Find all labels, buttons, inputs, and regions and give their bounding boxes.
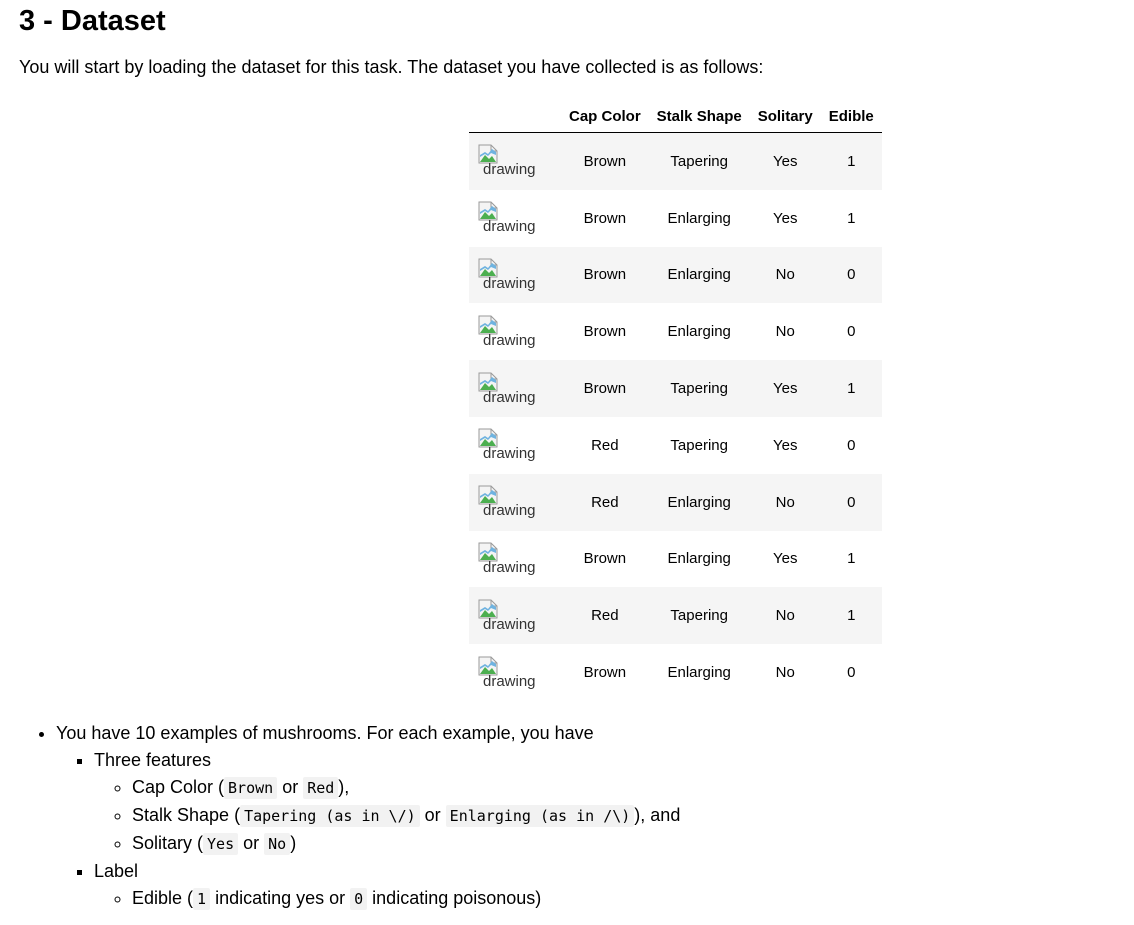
cell-solitary: Yes	[772, 209, 798, 227]
code-value: Yes	[203, 833, 238, 855]
table-row	[469, 360, 882, 417]
text: )	[290, 833, 297, 853]
mushroom-image	[477, 425, 541, 465]
image-alt-text: drawing	[483, 331, 536, 349]
cell-edible: 0	[847, 493, 856, 511]
cell-edible: 0	[847, 266, 856, 284]
cell-cap-color: Brown	[583, 152, 627, 170]
mushroom-image-cell	[469, 417, 561, 474]
cell-stalk-shape: Enlarging	[667, 266, 731, 284]
text: or	[419, 805, 446, 825]
cell-solitary: No	[775, 607, 795, 625]
text: ),	[338, 777, 350, 797]
image-alt-text: drawing	[483, 502, 536, 520]
cell-edible: 1	[847, 380, 856, 398]
cell-solitary: No	[775, 266, 795, 284]
cell-cap-color: Brown	[583, 266, 627, 284]
list-item	[94, 747, 680, 858]
cell-solitary: No	[775, 664, 795, 682]
notes-list	[19, 720, 680, 913]
code-value: 1	[193, 888, 210, 910]
intro-paragraph: You will start by loading the dataset for this task. The dataset you have collected is as follows:	[19, 57, 764, 77]
cell-stalk-shape: Tapering	[670, 380, 728, 398]
cell-stalk-shape: Enlarging	[667, 664, 731, 682]
list-item-cap-color	[132, 774, 680, 802]
cell-stalk-shape: Enlarging	[667, 493, 731, 511]
label-list	[94, 885, 680, 913]
text: indicating yes or	[210, 888, 351, 908]
mushroom-image	[477, 369, 541, 409]
image-alt-text: drawing	[483, 388, 536, 406]
column-header-cap-color: Cap Color	[561, 100, 649, 133]
text: Stalk Shape (	[132, 805, 241, 825]
cell-cap-color: Brown	[583, 664, 627, 682]
text: Cap Color (	[132, 777, 225, 797]
mushroom-image-cell	[469, 133, 561, 190]
mushroom-image	[477, 312, 541, 352]
cell-stalk-shape: Tapering	[670, 607, 728, 625]
image-alt-text: drawing	[483, 218, 536, 236]
mushroom-image-cell	[469, 531, 561, 588]
mushroom-image-cell	[469, 360, 561, 417]
list-item-edible	[132, 885, 680, 913]
table-row	[469, 417, 882, 474]
cell-cap-color: Brown	[583, 209, 627, 227]
cell-edible: 0	[847, 436, 856, 454]
mushroom-image	[477, 596, 541, 636]
image-alt-text: drawing	[483, 615, 536, 633]
text: Solitary (	[132, 833, 204, 853]
cell-solitary: Yes	[772, 436, 798, 454]
mushroom-image	[477, 198, 541, 238]
cell-cap-color: Red	[591, 493, 619, 511]
mushroom-image-cell	[469, 644, 561, 701]
list-item	[94, 858, 680, 913]
cell-edible: 1	[847, 550, 856, 568]
image-alt-text: drawing	[483, 558, 536, 576]
image-alt-text: drawing	[483, 274, 536, 292]
code-value: Tapering (as in \/)	[240, 805, 420, 827]
cell-cap-color: Brown	[583, 380, 627, 398]
table-row	[469, 247, 882, 304]
list-item-solitary	[132, 830, 680, 858]
cell-edible: 1	[847, 209, 856, 227]
cell-stalk-shape: Tapering	[670, 152, 728, 170]
table-row	[469, 587, 882, 644]
table-row	[469, 644, 882, 701]
mushroom-image	[477, 653, 541, 693]
sub-list	[56, 747, 680, 913]
cell-cap-color: Brown	[583, 323, 627, 341]
cell-edible: 0	[847, 323, 856, 341]
mushroom-image-cell	[469, 190, 561, 247]
cell-stalk-shape: Enlarging	[667, 209, 731, 227]
code-value: No	[264, 833, 290, 855]
code-value: Enlarging (as in /\)	[446, 805, 635, 827]
table-header-row	[469, 100, 882, 133]
mushroom-image-cell	[469, 587, 561, 644]
table-body	[469, 133, 882, 701]
cell-edible: 1	[847, 152, 856, 170]
cell-cap-color: Red	[591, 436, 619, 454]
table-row	[469, 531, 882, 588]
column-header-edible: Edible	[821, 100, 882, 133]
table-row	[469, 474, 882, 531]
column-header-stalk-shape: Stalk Shape	[649, 100, 750, 133]
list-item-stalk-shape	[132, 802, 680, 830]
text: or	[238, 833, 265, 853]
column-header-solitary: Solitary	[750, 100, 821, 133]
cell-cap-color: Brown	[583, 550, 627, 568]
dataset-table	[469, 100, 882, 701]
cell-stalk-shape: Enlarging	[667, 550, 731, 568]
cell-stalk-shape: Tapering	[670, 436, 728, 454]
table-row	[469, 133, 882, 190]
image-alt-text: drawing	[483, 445, 536, 463]
image-alt-text: drawing	[483, 161, 536, 179]
cell-cap-color: Red	[591, 607, 619, 625]
mushroom-image-cell	[469, 247, 561, 304]
mushroom-image	[477, 539, 541, 579]
label-heading: Label	[94, 861, 139, 881]
mushroom-image-cell	[469, 474, 561, 531]
feature-list	[94, 774, 680, 858]
cell-solitary: Yes	[772, 380, 798, 398]
cell-solitary: Yes	[772, 152, 798, 170]
cell-solitary: Yes	[772, 550, 798, 568]
cell-edible: 1	[847, 607, 856, 625]
table-row	[469, 303, 882, 360]
cell-stalk-shape: Enlarging	[667, 323, 731, 341]
examples-text: You have 10 examples of mushrooms. For each example, you have	[56, 723, 594, 743]
mushroom-image-cell	[469, 303, 561, 360]
cell-edible: 0	[847, 664, 856, 682]
code-value: 0	[350, 888, 367, 910]
section-heading: 3 - Dataset	[19, 5, 166, 37]
code-value: Brown	[224, 777, 277, 799]
mushroom-image	[477, 141, 541, 181]
table-row	[469, 190, 882, 247]
cell-solitary: No	[775, 493, 795, 511]
text: or	[277, 777, 304, 797]
code-value: Red	[303, 777, 338, 799]
features-heading: Three features	[94, 750, 212, 770]
text: indicating poisonous)	[367, 888, 542, 908]
text: ), and	[634, 805, 681, 825]
image-alt-text: drawing	[483, 672, 536, 690]
list-item	[56, 720, 680, 913]
column-header-image	[469, 100, 561, 133]
text: Edible (	[132, 888, 194, 908]
cell-solitary: No	[775, 323, 795, 341]
mushroom-image	[477, 255, 541, 295]
mushroom-image	[477, 482, 541, 522]
